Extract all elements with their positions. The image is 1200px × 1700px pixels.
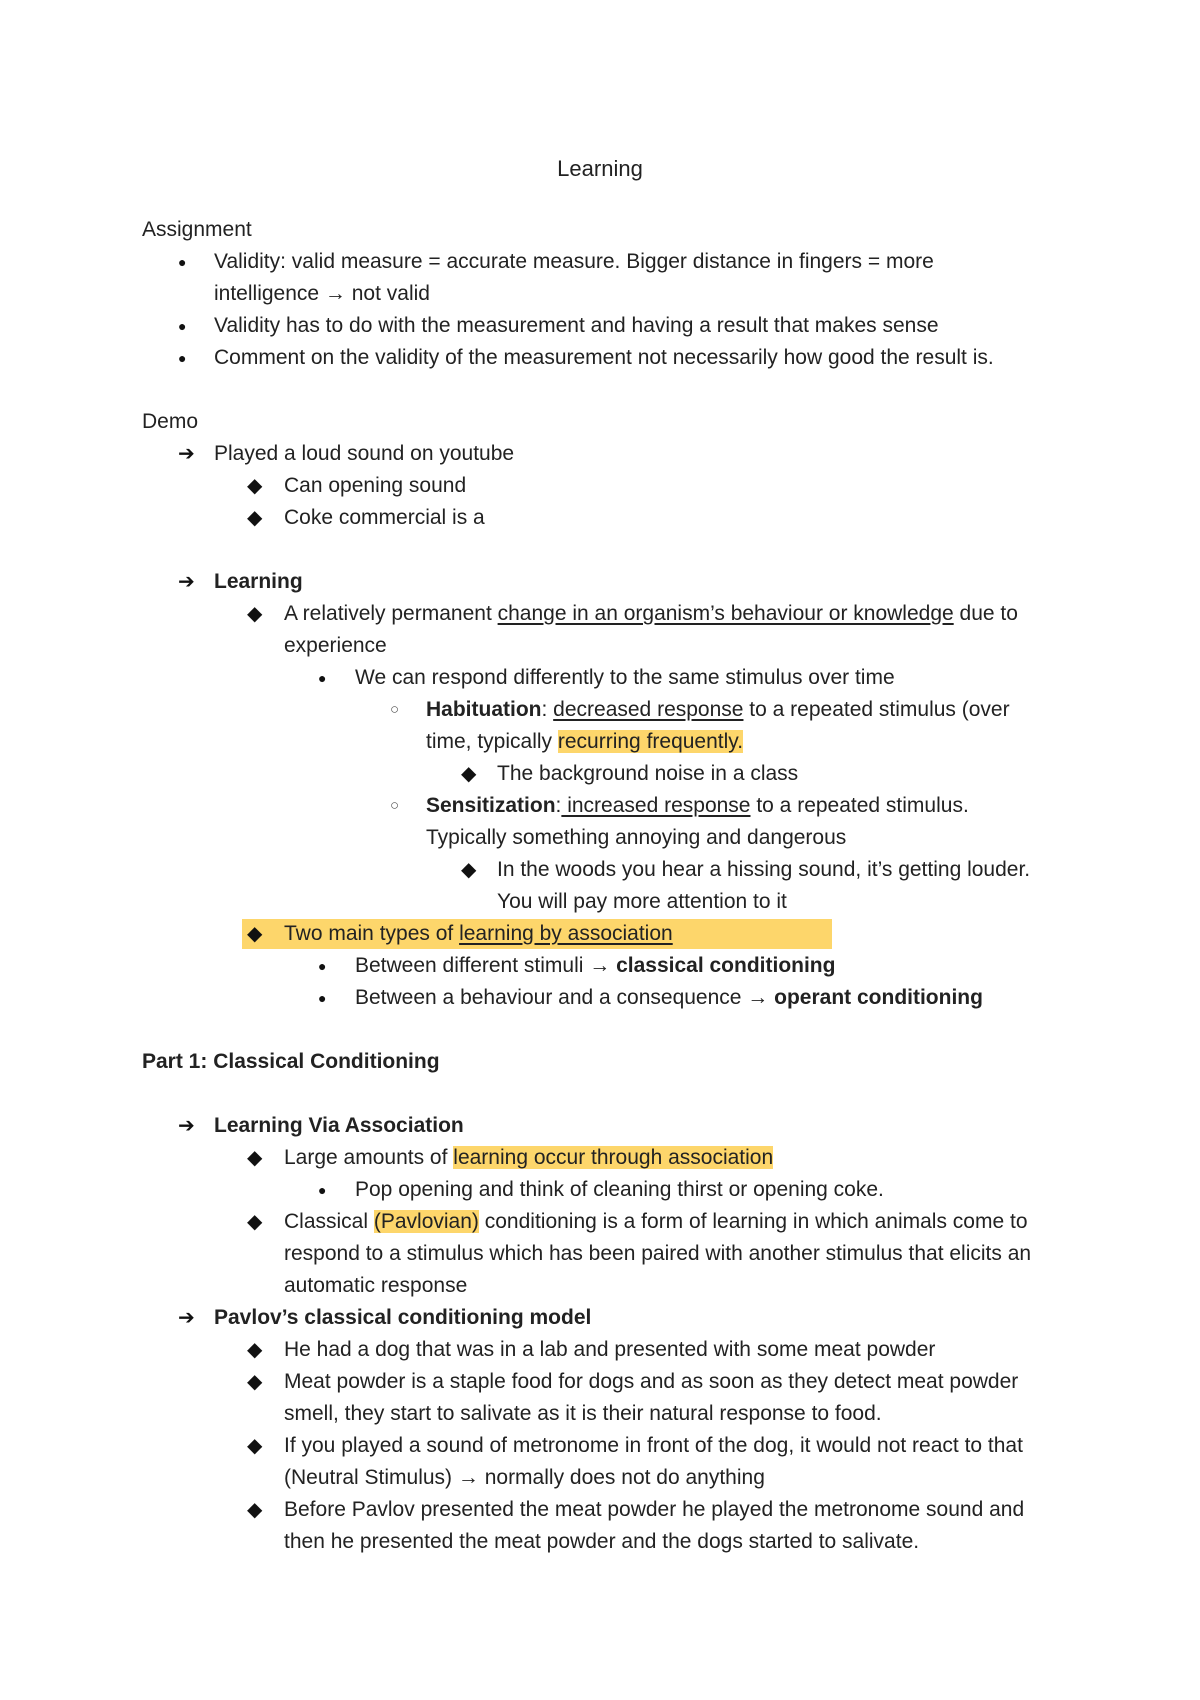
- diamond-icon: ◆: [247, 475, 263, 497]
- list-item: ● Validity: valid measure = accurate measure. Bigger distance in fingers = more intelligence → not valid: [142, 246, 1062, 310]
- list-item: ◆ Classical (Pavlovian) conditioning is a form of learning in which animals come to respond to a stimulus which has been paired with another stimulus that elicits an automatic response: [142, 1206, 1062, 1302]
- part1-heading: Part 1: Classical Conditioning: [142, 1050, 440, 1073]
- diamond-icon: ◆: [247, 1371, 263, 1393]
- diamond-icon: ◆: [461, 763, 477, 785]
- bullet-icon: ●: [318, 958, 327, 974]
- arrow-right-icon: ➔: [178, 1307, 195, 1329]
- demo-heading: Demo: [142, 410, 199, 433]
- list-item: ● Between a behaviour and a consequence → operant conditioning: [142, 982, 1062, 1014]
- assoc-heading: Learning Via Association: [214, 1114, 464, 1137]
- bullet-icon: ●: [318, 670, 327, 686]
- list-item: [142, 1302, 1062, 1334]
- bullet-icon: ●: [178, 254, 187, 270]
- diamond-icon: ◆: [247, 507, 263, 529]
- list-item: ◆ Meat powder is a staple food for dogs and as soon as they detect meat powder smell, they start to salivate as it is their natural response to food.: [142, 1366, 1062, 1430]
- list-item: [142, 566, 1062, 598]
- list-item: ◆ A relatively permanent change in an organism’s behaviour or knowledge due to experience: [142, 598, 1062, 662]
- assignment-heading: Assignment: [142, 218, 252, 241]
- list-item: ● Pop opening and think of cleaning thirst or opening coke.: [142, 1174, 1062, 1206]
- list-item: ◆ The background noise in a class: [142, 758, 1062, 790]
- list-item: ➔ Played a loud sound on youtube: [142, 438, 1062, 470]
- document-body: [142, 214, 1062, 1558]
- list-item: ◆ He had a dog that was in a lab and presented with some meat powder: [142, 1334, 1062, 1366]
- list-item: ○ Sensitization: increased response to a repeated stimulus. Typically something annoying and dangerous: [142, 790, 1062, 854]
- circle-bullet-icon: ○: [390, 701, 400, 718]
- list-item: ◆ Large amounts of learning occur through association: [142, 1142, 1062, 1174]
- bullet-icon: ●: [318, 1182, 327, 1198]
- diamond-icon: ◆: [247, 923, 263, 945]
- list-item: ○ Habituation: decreased response to a repeated stimulus (over time, typically recurring frequently.: [142, 694, 1062, 758]
- list-item: ● Between different stimuli → classical conditioning: [142, 950, 1062, 982]
- list-item: [142, 1110, 1062, 1142]
- arrow-right-icon: ➔: [178, 443, 195, 465]
- arrow-right-icon: ➔: [178, 571, 195, 593]
- learning-heading: Learning: [214, 570, 303, 593]
- diamond-icon: ◆: [247, 1435, 263, 1457]
- list-item: ◆ Can opening sound: [142, 470, 1062, 502]
- arrow-right-icon: ➔: [178, 1115, 195, 1137]
- list-item: ◆ Before Pavlov presented the meat powder he played the metronome sound and then he presented the meat powder and the dogs started to salivate.: [142, 1494, 1062, 1558]
- circle-bullet-icon: ○: [390, 797, 400, 814]
- list-item: ◆ If you played a sound of metronome in front of the dog, it would not react to that (Neutral Stimulus) → normally does not do anything: [142, 1430, 1062, 1494]
- pavlov-heading: Pavlov’s classical conditioning model: [214, 1306, 592, 1329]
- list-item: ● Validity has to do with the measurement and having a result that makes sense: [142, 310, 1062, 342]
- diamond-icon: ◆: [461, 859, 477, 881]
- diamond-icon: ◆: [247, 1499, 263, 1521]
- bullet-icon: ●: [178, 318, 187, 334]
- diamond-icon: ◆: [247, 603, 263, 625]
- list-item: ● Comment on the validity of the measurement not necessarily how good the result is.: [142, 342, 1062, 374]
- list-item: ◆ In the woods you hear a hissing sound, it’s getting louder. You will pay more attention to it: [142, 854, 1062, 918]
- bullet-icon: ●: [178, 350, 187, 366]
- page-title: Learning: [557, 156, 643, 181]
- list-item: ◆ Coke commercial is a: [142, 502, 1062, 534]
- bullet-icon: ●: [318, 990, 327, 1006]
- diamond-icon: ◆: [247, 1339, 263, 1361]
- list-item: ● We can respond differently to the same stimulus over time: [142, 662, 1062, 694]
- diamond-icon: ◆: [247, 1211, 263, 1233]
- diamond-icon: ◆: [247, 1147, 263, 1169]
- list-item-highlighted: ◆ Two main types of learning by association: [142, 918, 1062, 950]
